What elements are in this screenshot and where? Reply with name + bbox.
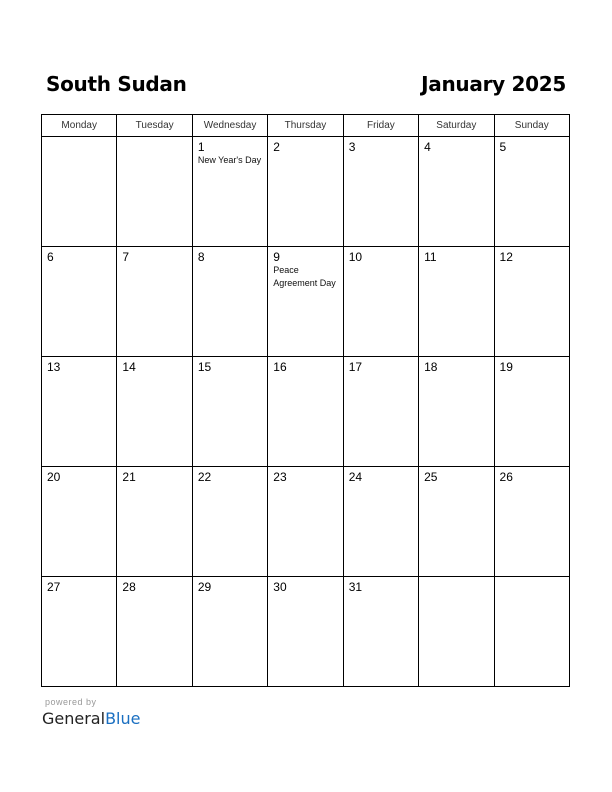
calendar-day-cell	[268, 467, 343, 577]
weekday-header-row	[42, 115, 570, 137]
calendar-day-cell	[419, 577, 494, 687]
brand-name-blue: Blue	[105, 709, 141, 728]
day-number: 16	[273, 360, 287, 374]
day-number: 12	[499, 250, 513, 264]
calendar-day-cell	[268, 247, 343, 357]
calendar-week-row	[42, 467, 570, 577]
day-number: 1	[197, 140, 205, 154]
day-number: 26	[499, 470, 513, 484]
calendar-day-cell	[42, 137, 117, 247]
calendar-day-cell	[494, 137, 569, 247]
weekday-header-friday: Friday	[343, 115, 418, 137]
day-number	[117, 137, 191, 140]
calendar-day-cell	[42, 357, 117, 467]
weekday-header-tuesday: Tuesday	[117, 115, 192, 137]
day-number: 28	[122, 580, 136, 594]
calendar-week-row	[42, 357, 570, 467]
calendar-day-cell	[419, 467, 494, 577]
day-number: 9	[273, 250, 280, 264]
day-number: 3	[348, 140, 356, 154]
calendar-day-cell	[117, 247, 192, 357]
weekday-header-wednesday: Wednesday	[192, 115, 267, 137]
day-number: 24	[348, 470, 363, 484]
day-number: 22	[197, 470, 212, 484]
day-number: 6	[47, 250, 54, 264]
calendar-day-cell	[192, 467, 267, 577]
calendar-week-row	[42, 247, 570, 357]
weekday-header-sunday: Sunday	[494, 115, 569, 137]
calendar-day-cell	[268, 137, 343, 247]
calendar-day-cell	[419, 137, 494, 247]
calendar-day-cell	[42, 577, 117, 687]
weekday-header-thursday: Thursday	[268, 115, 343, 137]
calendar-day-cell	[343, 247, 418, 357]
calendar-day-cell	[117, 467, 192, 577]
day-number: 5	[499, 140, 507, 154]
calendar-day-cell	[343, 577, 418, 687]
calendar-day-cell	[268, 357, 343, 467]
calendar-grid	[41, 114, 570, 687]
calendar-day-cell	[343, 467, 418, 577]
holiday-label: Peace Agreement Day	[273, 265, 336, 288]
day-number	[495, 577, 569, 580]
month-year-title: January 2025	[421, 72, 566, 96]
calendar-week-row	[42, 577, 570, 687]
brand-name-general: General	[42, 709, 106, 728]
calendar-day-cell	[192, 247, 267, 357]
day-number: 21	[122, 470, 136, 484]
calendar-day-cell	[117, 137, 192, 247]
calendar-day-cell	[343, 137, 418, 247]
holiday-label: New Year's Day	[197, 155, 262, 165]
day-number: 25	[424, 470, 438, 484]
calendar-day-cell	[494, 577, 569, 687]
calendar-day-cell	[42, 467, 117, 577]
day-number	[42, 137, 116, 140]
day-number: 20	[47, 470, 61, 484]
day-number: 4	[424, 140, 431, 154]
day-number	[419, 577, 493, 580]
calendar-day-cell	[494, 467, 569, 577]
day-number: 27	[47, 580, 61, 594]
day-number: 13	[47, 360, 61, 374]
calendar-day-cell	[117, 357, 192, 467]
day-number: 7	[122, 250, 130, 264]
brand-logo	[42, 709, 140, 728]
day-number: 14	[122, 360, 136, 374]
calendar-day-cell	[117, 577, 192, 687]
day-number: 18	[424, 360, 438, 374]
powered-by-label: powered by	[45, 697, 97, 707]
calendar-day-cell	[192, 357, 267, 467]
calendar-day-cell	[419, 357, 494, 467]
day-number: 31	[348, 580, 363, 594]
calendar-week-row	[42, 137, 570, 247]
calendar-day-cell	[419, 247, 494, 357]
day-number: 29	[197, 580, 212, 594]
calendar-day-cell	[494, 247, 569, 357]
day-number: 23	[273, 470, 287, 484]
calendar-day-cell	[494, 357, 569, 467]
day-number: 30	[273, 580, 287, 594]
weekday-header-monday: Monday	[42, 115, 117, 137]
day-number: 11	[424, 250, 437, 264]
day-number: 2	[273, 140, 280, 154]
calendar-day-cell	[192, 577, 267, 687]
day-number: 15	[197, 360, 212, 374]
weekday-header-saturday: Saturday	[419, 115, 494, 137]
calendar-day-cell	[343, 357, 418, 467]
country-title: South Sudan	[46, 72, 187, 96]
calendar-day-cell	[192, 137, 267, 247]
calendar-day-cell	[268, 577, 343, 687]
day-number: 8	[197, 250, 205, 264]
calendar-day-cell	[42, 247, 117, 357]
day-number: 19	[499, 360, 513, 374]
day-number: 17	[348, 360, 363, 374]
calendar-body	[42, 137, 570, 687]
day-number: 10	[348, 250, 363, 264]
